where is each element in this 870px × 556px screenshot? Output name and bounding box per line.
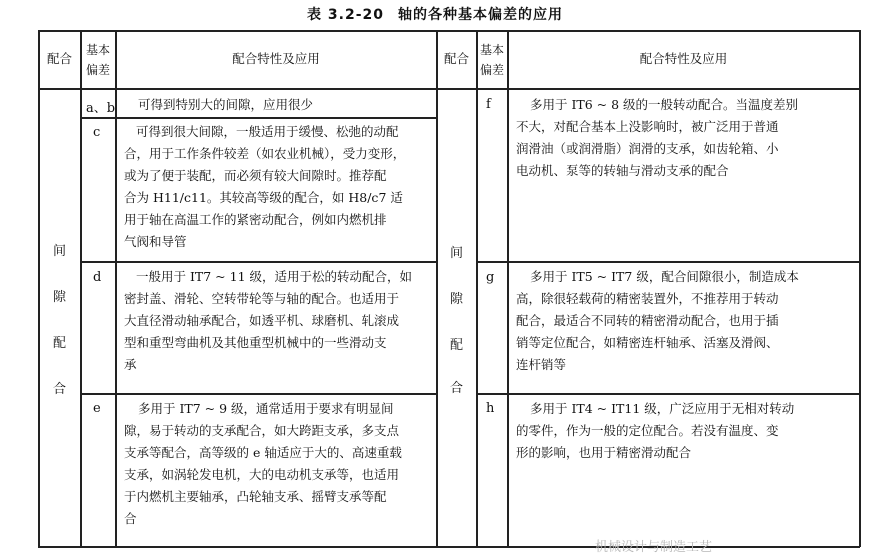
text-line: 多用于 IT7 ~ 9 级，通常适用于要求有明显间: [138, 401, 394, 416]
text-line: 支承，如涡轮发电机，大的电动机支承等，也适用: [124, 467, 400, 482]
text-line: 支承等配合，高等级的 e 轴适应于大的、高速重载: [124, 445, 402, 460]
row-text-d: [124, 266, 412, 376]
deviation-code-ab: a、b: [86, 101, 116, 116]
row-text-g: [516, 266, 799, 376]
group-char: 隙: [52, 290, 66, 305]
group-char: 配: [52, 336, 66, 351]
text-line: 密封盖、滑轮、空转带轮等与轴的配合。也适用于: [124, 291, 400, 306]
text-line: 多用于 IT5 ~ IT7 级，配合间隙很小，制造成本: [530, 269, 799, 284]
text-line: 多用于 IT6 ~ 8 级的一般转动配合。当温度差别: [530, 97, 799, 112]
text-line: 润滑油（或润滑脂）润滑的支承，如齿轮箱、小: [516, 141, 779, 156]
text-line: 一般用于 IT7 ~ 11 级，适用于松的转动配合，如: [136, 269, 413, 284]
text-line: 不大，对配合基本上没影响时，被广泛用于普通: [516, 119, 779, 134]
header-basic-deviation-right: [477, 40, 507, 80]
watermark: 机械设计与制造工艺: [595, 540, 713, 555]
text-line: 气阀和导管: [124, 234, 187, 249]
text-line: 大直径滑动轴承配合，如透平机、球磨机、轧滚成: [124, 313, 400, 328]
text-line: 高，除很轻载荷的精密装置外，不推荐用于转动: [516, 291, 779, 306]
row-text-c: [124, 121, 405, 253]
table-caption: 轴的各种基本偏差的应用: [397, 7, 563, 23]
row-text-e: [124, 398, 402, 530]
text-line: 多用于 IT4 ~ IT11 级，广泛应用于无相对转动: [530, 401, 795, 416]
text-line: 或为了便于装配，而必须有较大间隙时。推荐配: [124, 168, 387, 183]
text-line: 电动机、泵等的转轴与滑动支承的配合: [516, 163, 729, 178]
row-text-h: [516, 398, 794, 464]
text-line: 的零件，作为一般的定位配合。若没有温度、变: [516, 423, 779, 438]
text-line: 于内燃机主要轴承，凸轮轴支承、摇臂支承等配: [124, 489, 387, 504]
row-text-ab: [138, 94, 313, 116]
group-char: 配: [449, 338, 463, 353]
text-line: 配合，最适合不同转的精密滑动配合，也用于插: [516, 313, 779, 328]
table-title: [0, 4, 870, 24]
text-line: 型和重型弯曲机及其他重型机械中的一些滑动支: [124, 335, 387, 350]
group-char: 合: [52, 382, 66, 397]
header-basic-deviation-line1: 基本: [479, 43, 504, 57]
deviation-code-e: e: [93, 401, 101, 416]
group-char: 间: [52, 244, 66, 259]
text-line: 合为 H11/c11。其较高等级的配合，如 H8/c7 适: [124, 190, 403, 205]
deviation-code-h: h: [486, 401, 495, 416]
header-basic-deviation-line2: 偏差: [479, 63, 504, 77]
group-char: 隙: [449, 292, 463, 307]
header-features-left: 配合特性及应用: [232, 51, 320, 66]
table-number: 表 3.2-20: [307, 7, 384, 23]
text-line: 形的影响，也用于精密滑动配合: [516, 445, 692, 460]
text-line: 承: [124, 357, 137, 372]
deviation-code-g: g: [486, 270, 495, 285]
header-basic-deviation-line2: 偏差: [85, 63, 110, 77]
text-line: 合，用于工作条件较差（如农业机械），受力变形，: [124, 146, 406, 161]
header-fit-left: 配合: [46, 51, 72, 66]
text-line: 隙，易于转动的支承配合，如大跨距支承，多支点: [124, 423, 400, 438]
text-line: 连杆销等: [516, 357, 567, 372]
text-line: 销等定位配合，如精密连杆轴承、活塞及滑阀、: [516, 335, 779, 350]
header-fit-right: 配合: [443, 51, 469, 66]
group-char: 间: [449, 246, 463, 261]
text-line: 可得到特别大的间隙，应用很少: [138, 97, 314, 112]
deviation-code-f: f: [486, 97, 491, 112]
header-basic-deviation-left: [81, 40, 115, 80]
deviation-code-c: c: [93, 125, 101, 140]
text-line: 可得到很大间隙，一般适用于缓慢、松弛的动配: [136, 124, 399, 139]
header-basic-deviation-line1: 基本: [85, 43, 110, 57]
deviation-code-d: d: [93, 270, 102, 285]
row-text-f: [516, 94, 798, 182]
text-line: 用于轴在高温工作的紧密动配合，例如内燃机排: [124, 212, 387, 227]
text-line: 合: [124, 511, 137, 526]
header-features-right: 配合特性及应用: [639, 51, 728, 66]
group-char: 合: [449, 381, 463, 396]
